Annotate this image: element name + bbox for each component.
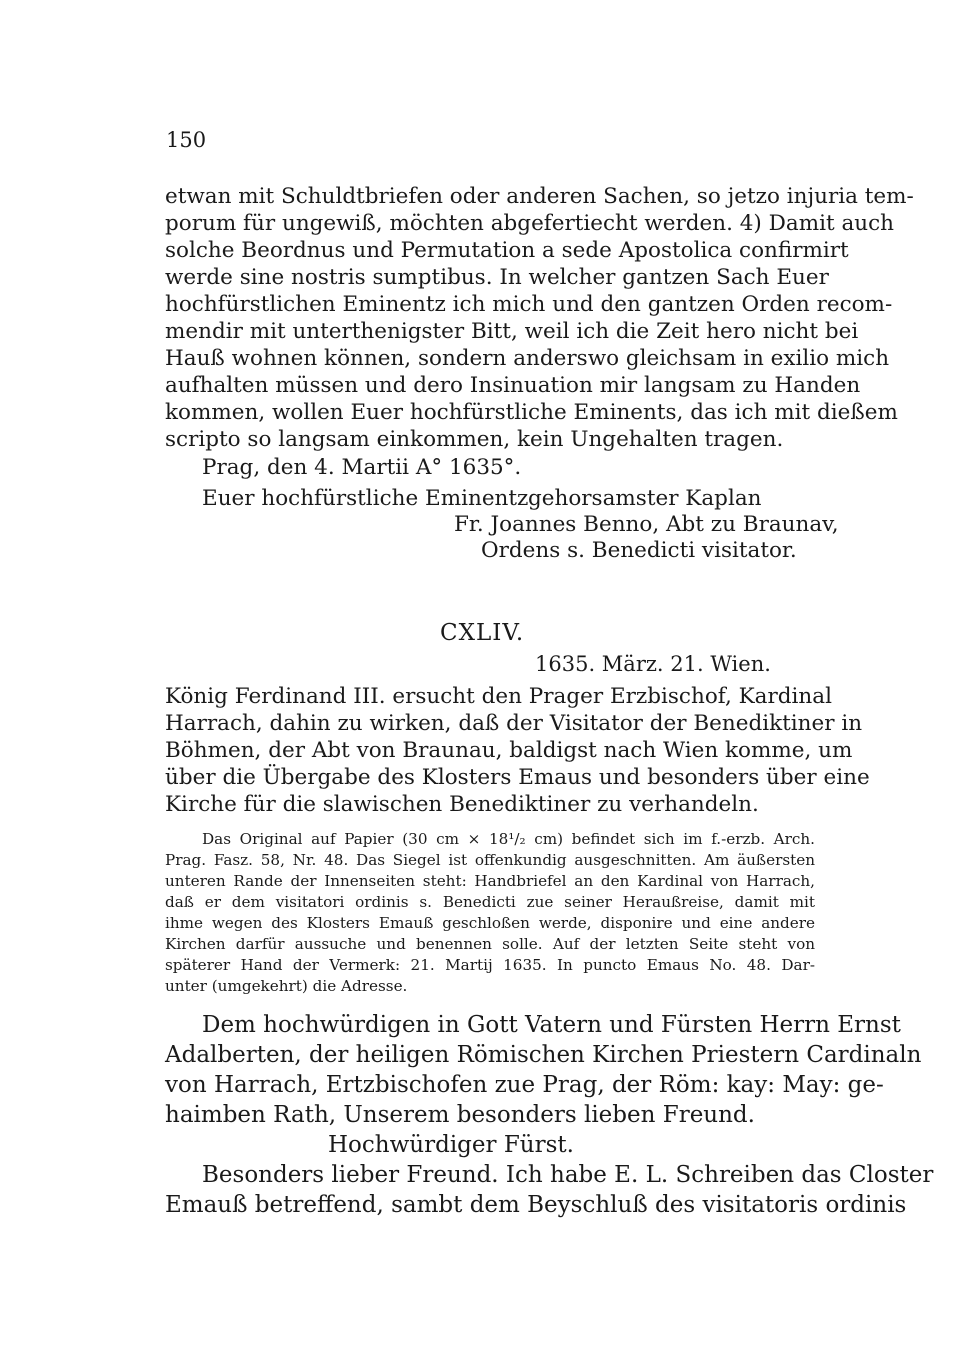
summary-line: Kirche für die slawischen Benediktiner zu verhandeln. — [165, 792, 759, 817]
text-line: etwan mit Schuldtbriefen oder anderen Sachen, so jetzo injuria tem- — [165, 184, 914, 209]
summary-line: König Ferdinand III. ersucht den Prager Erzbischof, Kardinal — [165, 684, 832, 709]
closing-title: gehorsamster Kaplan — [528, 486, 762, 511]
note-line: Kirchen darfür aussuche und benennen solle. Auf der letzten Seite steht von — [165, 935, 815, 953]
signature-office: Ordens s. Benedicti visitator. — [481, 538, 797, 563]
closing-salutation: Euer hochfürstliche Eminentz — [202, 486, 529, 511]
salutation: Hochwürdiger Fürst. — [328, 1132, 574, 1158]
summary-line: über die Übergabe des Klosters Emaus und besonders über eine — [165, 765, 870, 790]
document-dateline: 1635. März. 21. Wien. — [535, 652, 771, 676]
text-line: porum für ungewiß, möchten abgefertiecht werden. 4) Damit auch — [165, 211, 895, 236]
note-line: daß er dem visitatori ordinis s. Benedicti zue seiner Heraußreise, damit mit — [165, 893, 815, 911]
text-line: hochfürstlichen Eminentz ich mich und den gantzen Orden recom- — [165, 292, 893, 317]
summary-line: Harrach, dahin zu wirken, daß der Visitator der Benediktiner in — [165, 711, 863, 736]
address-line: von Harrach, Ertzbischofen zue Prag, der Röm: kay: May: ge- — [165, 1072, 884, 1098]
signature-name: Fr. Joannes Benno, Abt zu Braunav, — [454, 512, 839, 537]
text-line: scripto so langsam einkommen, kein Ungehalten tragen. — [165, 427, 784, 452]
address-line: Adalberten, der heiligen Römischen Kirchen Priestern Cardinaln — [165, 1042, 922, 1068]
text-line: Hauß wohnen können, sondern anderswo gleichsam in exilio mich — [165, 346, 890, 371]
summary-line: Böhmen, der Abt von Braunau, baldigst nach Wien komme, um — [165, 738, 853, 763]
note-line: späterer Hand der Vermerk: 21. Martij 1635. In puncto Emaus No. 48. Dar- — [165, 956, 815, 974]
note-line: unter (umgekehrt) die Adresse. — [165, 977, 408, 995]
note-line: ihme wegen des Klosters Emauß geschloßen werde, disponire und eine andere — [165, 914, 815, 932]
body-line: Emauß betreffend, sambt dem Beyschluß des visitatoris ordinis — [165, 1192, 907, 1218]
address-line: haimben Rath, Unserem besonders lieben Freund. — [165, 1102, 755, 1128]
note-line: Das Original auf Papier (30 cm × 18¹/₂ cm) befindet sich im f.-erzb. Arch. — [202, 830, 815, 848]
document-number: CXLIV. — [440, 620, 525, 646]
note-line: Prag. Fasz. 58, Nr. 48. Das Siegel ist offenkundig ausgeschnitten. Am äußersten — [165, 851, 815, 869]
page-number: 150 — [166, 128, 207, 152]
text-line: kommen, wollen Euer hochfürstliche Eminents, das ich mit dießem — [165, 400, 898, 425]
body-line: Besonders lieber Freund. Ich habe E. L. Schreiben das Closter — [202, 1162, 934, 1188]
note-line: unteren Rande der Innenseiten steht: Handbriefel an den Kardinal von Harrach, — [165, 872, 815, 890]
text-line: werde sine nostris sumptibus. In welcher gantzen Sach Euer — [165, 265, 829, 290]
date-line: Prag, den 4. Martii A° 1635°. — [202, 455, 522, 480]
address-line: Dem hochwürdigen in Gott Vatern und Fürsten Herrn Ernst — [202, 1012, 901, 1038]
text-line: solche Beordnus und Permutation a sede Apostolica confirmirt — [165, 238, 849, 263]
text-line: mendir mit unterthenigster Bitt, weil ich die Zeit hero nicht bei — [165, 319, 859, 344]
text-line: aufhalten müssen und dero Insinuation mir langsam zu Handen — [165, 373, 861, 398]
